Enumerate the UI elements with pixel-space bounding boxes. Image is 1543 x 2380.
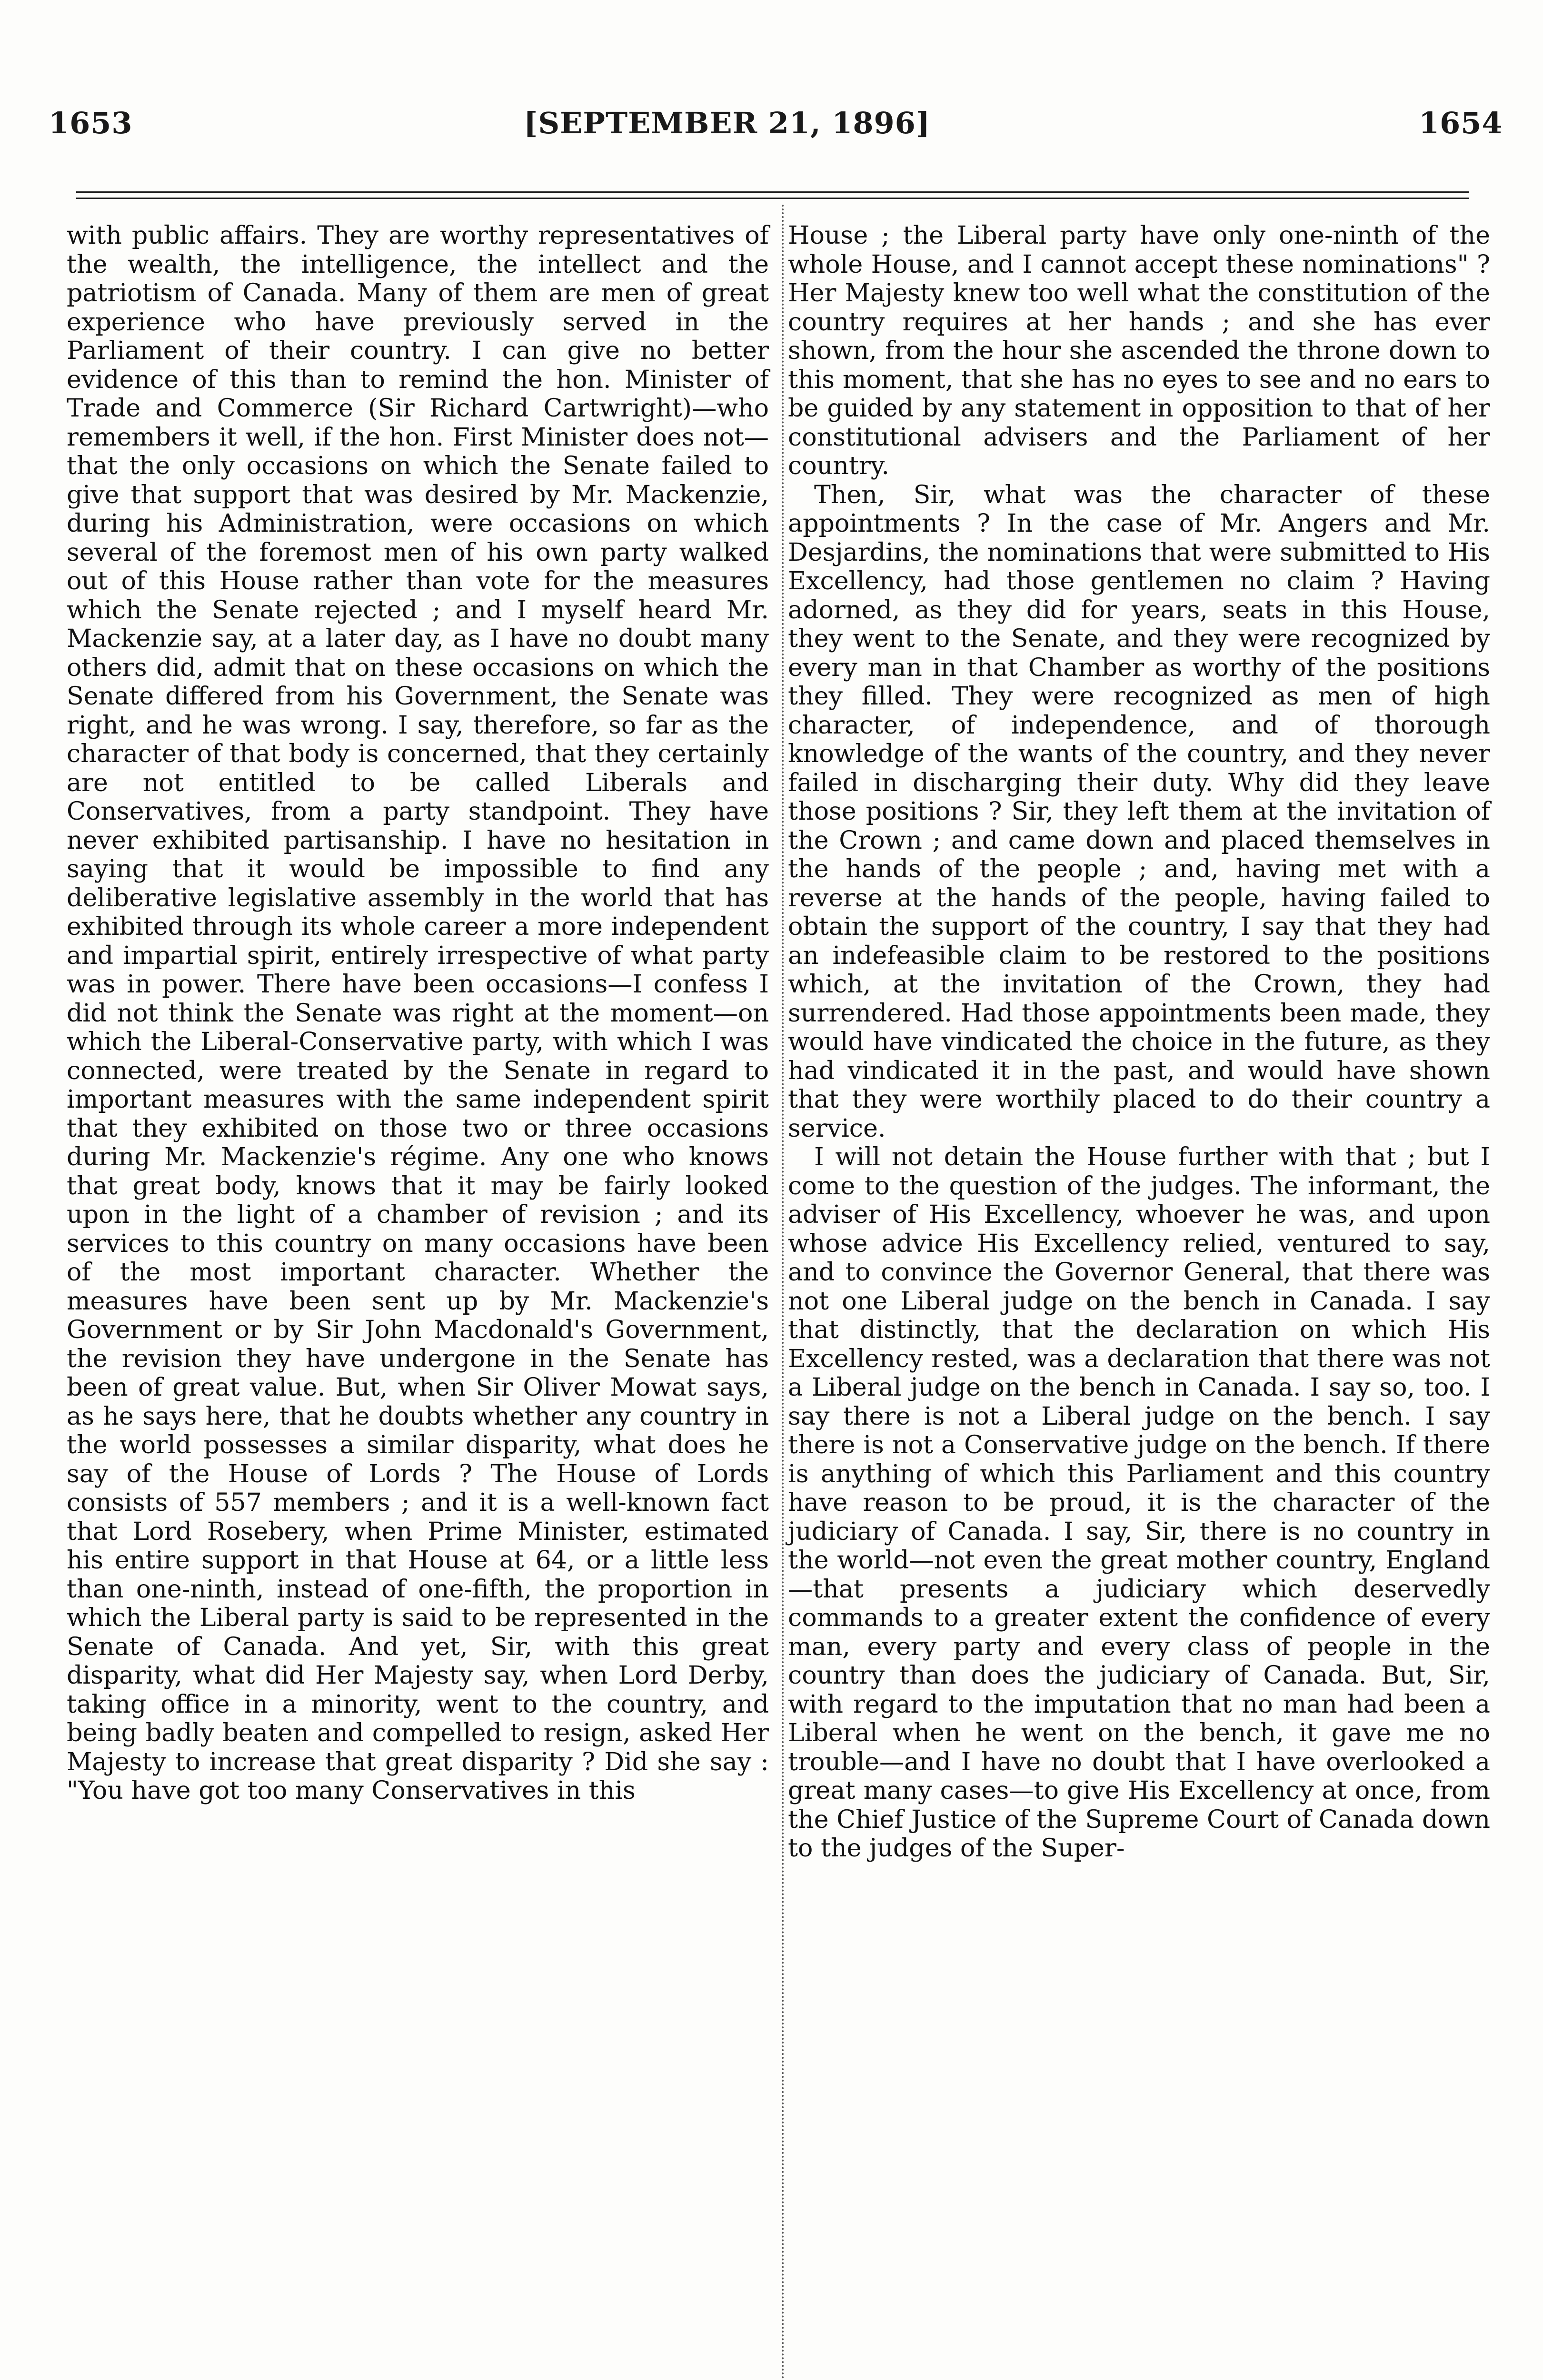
column-divider <box>782 205 784 2380</box>
header-date: [SEPTEMBER 21, 1896] <box>524 106 931 140</box>
header-divider-rule <box>76 191 1469 199</box>
right-paragraph-1: House ; the Liberal party have only one-ninth of the whole House, and I cannot accept these nominations" ? Her Majesty knew too well what the constitution of the country requires at her hands ; and she has ever shown, from the hour she ascended the throne down to this moment, that she has no eyes to see and no ears to be guided by any statement in opposition to that of her constitutional advisers and the Parliament of her country. <box>788 221 1490 480</box>
left-page-number: 1653 <box>49 106 133 140</box>
page-header <box>0 106 1543 149</box>
left-paragraph-1: with public affairs. They are worthy representatives of the wealth, the intelligence, the intellect and the patriotism of Canada. Many of them are men of great experience who have previously served in the Parliament of their country. I can give no better evidence of this than to remind the hon. Minister of Trade and Commerce (Sir Richard Cartwright)—who remembers it well, if the hon. First Minister does not—that the only occasions on which the Senate failed to give that support that was desired by Mr. Mackenzie, during his Administration, were occasions on which several of the foremost men of his own party walked out of this House rather than vote for the measures which the Senate rejected ; and I myself heard Mr. Mackenzie say, at a later day, as I have no doubt many others did, admit that on these occasions on which the Senate differed from his Government, the Senate was right, and he was wrong. I say, therefore, so far as the character of that body is concerned, that they certainly are not entitled to be called Liberals and Conservatives, from a party standpoint. They have never exhibited partisanship. I have no hesitation in saying that it would be impossible to find any deliberative legislative assembly in the world that has exhibited through its whole career a more independent and impartial spirit, entirely irrespective of what party was in power. There have been occasions—I confess I did not think the Senate was right at the moment—on which the Liberal-Conservative party, with which I was connected, were treated by the Senate in regard to important measures with the same independent spirit that they exhibited on those two or three occasions during Mr. Mackenzie's régime. Any one who knows that great body, knows that it may be fairly looked upon in the light of a chamber of revision ; and its services to this country on many occasions have been of the most important character. Whether the measures have been sent up by Mr. Mackenzie's Government or by Sir John Macdonald's Government, the revision they have undergone in the Senate has been of great value. But, when Sir Oliver Mowat says, as he says here, that he doubts whether any country in the world possesses a similar disparity, what does he say of the House of Lords ? The House of Lords consists of 557 members ; and it is a well-known fact that Lord Rosebery, when Prime Minister, estimated his entire support in that House at 64, or a little less than one-ninth, instead of one-fifth, the proportion in which the Liberal party is said to be represented in the Senate of Canada. And yet, Sir, with this great disparity, what did Her Majesty say, when Lord Derby, taking office in a minority, went to the country, and being badly beaten and compelled to resign, asked Her Majesty to increase that great disparity ? Did she say : "You have got too many Conservatives in this <box>67 221 769 1805</box>
right-paragraph-2: Then, Sir, what was the character of these appointments ? In the case of Mr. Angers and Mr. Desjardins, the nominations that were submitted to His Excellency, had those gentlemen no claim ? Having adorned, as they did for years, seats in this House, they went to the Senate, and they were recognized by every man in that Chamber as worthy of the positions they filled. They were recognized as men of high character, of independence, and of thorough knowledge of the wants of the country, and they never failed in discharging their duty. Why did they leave those positions ? Sir, they left them at the invitation of the Crown ; and came down and placed themselves in the hands of the people ; and, having met with a reverse at the hands of the people, having failed to obtain the support of the country, I say that they had an indefeasible claim to be restored to the positions which, at the invitation of the Crown, they had surrendered. Had those appointments been made, they would have vindicated the choice in the future, as they had vindicated it in the past, and would have shown that they were worthily placed to do their country a service. <box>788 480 1490 1143</box>
right-page-number: 1654 <box>1419 106 1503 140</box>
right-column <box>788 221 1490 1863</box>
right-paragraph-3: I will not detain the House further with that ; but I come to the question of the judges. The informant, the adviser of His Excellency, whoever he was, and upon whose advice His Excellency relied, ventured to say, and to convince the Governor General, that there was not one Liberal judge on the bench in Canada. I say that distinctly, that the declaration on which His Excellency rested, was a declaration that there was not a Liberal judge on the bench in Canada. I say so, too. I say there is not a Liberal judge on the bench. I say there is not a Conservative judge on the bench. If there is anything of which this Parliament and this country have reason to be proud, it is the character of the judiciary of Canada. I say, Sir, there is no country in the world—not even the great mother country, England—that presents a judiciary which deservedly commands to a greater extent the confidence of every man, every party and every class of people in the country than does the judiciary of Canada. But, Sir, with regard to the imputation that no man had been a Liberal when he went on the bench, it gave me no trouble—and I have no doubt that I have overlooked a great many cases—to give His Excellency at once, from the Chief Justice of the Supreme Court of Canada down to the judges of the Super- <box>788 1143 1490 1863</box>
left-column <box>67 221 769 1805</box>
